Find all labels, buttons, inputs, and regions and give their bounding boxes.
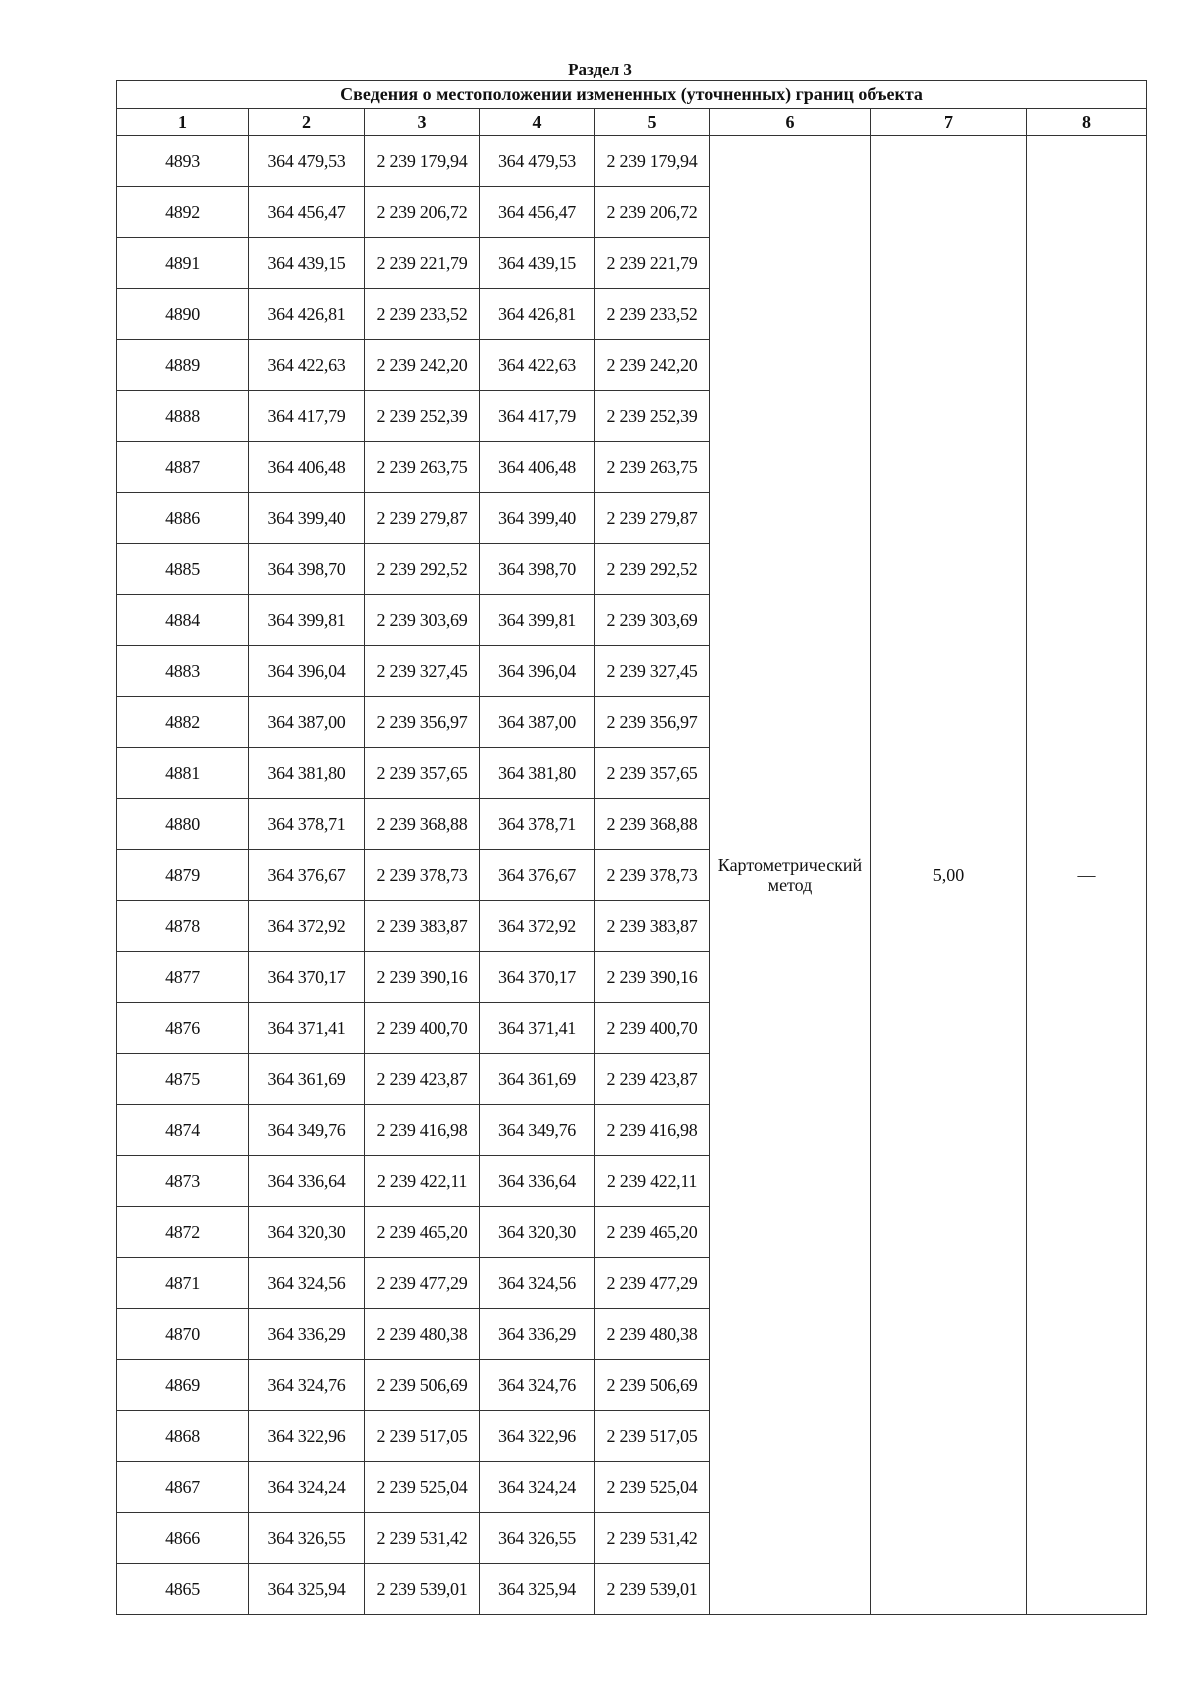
coordinate-cell: 2 239 477,29	[365, 1258, 480, 1309]
coordinate-cell: 2 239 416,98	[365, 1105, 480, 1156]
coordinate-cell: 2 239 206,72	[595, 187, 710, 238]
coordinate-cell: 2 239 356,97	[595, 697, 710, 748]
method-cell: Картометрический метод	[710, 136, 871, 1615]
point-number-cell: 4875	[117, 1054, 249, 1105]
coordinate-cell: 364 324,76	[249, 1360, 365, 1411]
coordinate-cell: 2 239 221,79	[595, 238, 710, 289]
coordinate-cell: 364 396,04	[480, 646, 595, 697]
column-number: 2	[249, 109, 365, 136]
coordinate-cell: 364 479,53	[480, 136, 595, 187]
coordinate-cell: 364 376,67	[249, 850, 365, 901]
coordinate-cell: 2 239 517,05	[595, 1411, 710, 1462]
coordinate-cell: 364 326,55	[249, 1513, 365, 1564]
coordinate-cell: 364 322,96	[249, 1411, 365, 1462]
coordinate-cell: 2 239 400,70	[595, 1003, 710, 1054]
point-number-cell: 4866	[117, 1513, 249, 1564]
coordinate-cell: 364 324,56	[249, 1258, 365, 1309]
point-number-cell: 4885	[117, 544, 249, 595]
accuracy-cell: 5,00	[871, 136, 1027, 1615]
point-number-cell: 4867	[117, 1462, 249, 1513]
coordinate-cell: 2 239 390,16	[365, 952, 480, 1003]
coordinate-cell: 2 239 531,42	[595, 1513, 710, 1564]
coordinate-cell: 364 376,67	[480, 850, 595, 901]
column-number: 4	[480, 109, 595, 136]
point-number-cell: 4876	[117, 1003, 249, 1054]
coordinate-cell: 364 370,17	[249, 952, 365, 1003]
coordinate-cell: 2 239 292,52	[595, 544, 710, 595]
coordinate-cell: 364 439,15	[480, 238, 595, 289]
coordinate-cell: 364 324,76	[480, 1360, 595, 1411]
coordinate-cell: 364 399,81	[480, 595, 595, 646]
coordinate-cell: 364 336,29	[249, 1309, 365, 1360]
coordinate-cell: 2 239 525,04	[595, 1462, 710, 1513]
column-number: 8	[1027, 109, 1147, 136]
column-number: 5	[595, 109, 710, 136]
coordinate-cell: 2 239 525,04	[365, 1462, 480, 1513]
point-number-cell: 4888	[117, 391, 249, 442]
point-number-cell: 4871	[117, 1258, 249, 1309]
coordinate-cell: 2 239 279,87	[365, 493, 480, 544]
point-number-cell: 4873	[117, 1156, 249, 1207]
coordinate-cell: 364 370,17	[480, 952, 595, 1003]
coordinate-cell: 2 239 327,45	[365, 646, 480, 697]
point-number-cell: 4887	[117, 442, 249, 493]
point-number-cell: 4872	[117, 1207, 249, 1258]
point-number-cell: 4884	[117, 595, 249, 646]
coordinate-cell: 364 398,70	[480, 544, 595, 595]
coordinate-cell: 2 239 506,69	[595, 1360, 710, 1411]
point-number-cell: 4869	[117, 1360, 249, 1411]
coordinate-cell: 2 239 383,87	[365, 901, 480, 952]
coordinate-cell: 364 398,70	[249, 544, 365, 595]
section-title: Раздел 3	[568, 60, 632, 79]
coordinate-cell: 364 324,24	[249, 1462, 365, 1513]
point-number-cell: 4878	[117, 901, 249, 952]
coordinate-cell: 364 320,30	[480, 1207, 595, 1258]
coordinate-cell: 2 239 357,65	[595, 748, 710, 799]
point-number-cell: 4881	[117, 748, 249, 799]
point-number-cell: 4892	[117, 187, 249, 238]
coordinate-cell: 2 239 279,87	[595, 493, 710, 544]
coordinate-cell: 2 239 423,87	[365, 1054, 480, 1105]
coordinate-cell: 2 239 233,52	[595, 289, 710, 340]
coordinate-cell: 364 371,41	[249, 1003, 365, 1054]
coordinate-cell: 364 417,79	[480, 391, 595, 442]
coordinate-cell: 2 239 252,39	[365, 391, 480, 442]
point-number-cell: 4882	[117, 697, 249, 748]
coordinate-cell: 364 387,00	[480, 697, 595, 748]
coordinate-cell: 364 324,24	[480, 1462, 595, 1513]
coordinate-cell: 364 417,79	[249, 391, 365, 442]
coordinate-cell: 364 406,48	[249, 442, 365, 493]
coordinate-cell: 364 325,94	[249, 1564, 365, 1615]
coordinate-cell: 2 239 368,88	[595, 799, 710, 850]
table-row	[117, 136, 1147, 187]
coordinate-cell: 2 239 423,87	[595, 1054, 710, 1105]
coordinate-cell: 364 399,40	[480, 493, 595, 544]
coordinate-cell: 2 239 179,94	[365, 136, 480, 187]
coordinate-cell: 364 479,53	[249, 136, 365, 187]
coordinate-cell: 2 239 356,97	[365, 697, 480, 748]
coordinate-cell: 364 322,96	[480, 1411, 595, 1462]
coordinate-cell: 364 326,55	[480, 1513, 595, 1564]
point-number-cell: 4879	[117, 850, 249, 901]
coordinate-cell: 364 336,29	[480, 1309, 595, 1360]
point-number-cell: 4880	[117, 799, 249, 850]
coordinate-cell: 364 439,15	[249, 238, 365, 289]
coordinate-cell: 364 372,92	[249, 901, 365, 952]
coordinate-cell: 2 239 252,39	[595, 391, 710, 442]
coordinate-cell: 364 324,56	[480, 1258, 595, 1309]
coordinate-cell: 2 239 539,01	[365, 1564, 480, 1615]
coordinate-cell: 364 396,04	[249, 646, 365, 697]
coordinate-cell: 364 378,71	[480, 799, 595, 850]
point-number-cell: 4889	[117, 340, 249, 391]
coordinate-cell: 364 325,94	[480, 1564, 595, 1615]
description-cell: —	[1027, 136, 1147, 1615]
coordinate-cell: 2 239 531,42	[365, 1513, 480, 1564]
table-caption: Сведения о местоположении измененных (уточненных) границ объекта	[117, 81, 1147, 109]
coordinate-cell: 2 239 368,88	[365, 799, 480, 850]
coordinate-cell: 2 239 263,75	[365, 442, 480, 493]
point-number-cell: 4874	[117, 1105, 249, 1156]
coordinate-cell: 2 239 378,73	[365, 850, 480, 901]
coordinate-cell: 364 336,64	[480, 1156, 595, 1207]
coordinate-cell: 364 372,92	[480, 901, 595, 952]
coordinate-cell: 364 426,81	[249, 289, 365, 340]
point-number-cell: 4865	[117, 1564, 249, 1615]
coordinate-cell: 2 239 242,20	[365, 340, 480, 391]
coordinate-cell: 364 349,76	[249, 1105, 365, 1156]
coordinate-cell: 2 239 303,69	[365, 595, 480, 646]
coordinate-cell: 2 239 390,16	[595, 952, 710, 1003]
coordinate-cell: 364 361,69	[480, 1054, 595, 1105]
coordinate-cell: 2 239 480,38	[595, 1309, 710, 1360]
coordinate-cell: 2 239 206,72	[365, 187, 480, 238]
coordinate-cell: 2 239 378,73	[595, 850, 710, 901]
coordinate-cell: 2 239 477,29	[595, 1258, 710, 1309]
coordinate-cell: 364 456,47	[249, 187, 365, 238]
coordinate-cell: 2 239 506,69	[365, 1360, 480, 1411]
column-number: 6	[710, 109, 871, 136]
coordinate-cell: 364 387,00	[249, 697, 365, 748]
coordinate-cell: 2 239 422,11	[365, 1156, 480, 1207]
coordinate-cell: 2 239 292,52	[365, 544, 480, 595]
point-number-cell: 4883	[117, 646, 249, 697]
coordinate-cell: 2 239 179,94	[595, 136, 710, 187]
coordinate-cell: 2 239 416,98	[595, 1105, 710, 1156]
coordinate-cell: 364 381,80	[249, 748, 365, 799]
coordinate-cell: 2 239 221,79	[365, 238, 480, 289]
column-number-row	[117, 109, 1147, 136]
coordinate-cell: 364 381,80	[480, 748, 595, 799]
coordinate-cell: 364 406,48	[480, 442, 595, 493]
point-number-cell: 4886	[117, 493, 249, 544]
coordinate-cell: 2 239 303,69	[595, 595, 710, 646]
coordinate-cell: 2 239 233,52	[365, 289, 480, 340]
point-number-cell: 4890	[117, 289, 249, 340]
coordinate-cell: 364 426,81	[480, 289, 595, 340]
coordinate-cell: 364 422,63	[480, 340, 595, 391]
coordinate-cell: 364 399,40	[249, 493, 365, 544]
point-number-cell: 4868	[117, 1411, 249, 1462]
coordinate-cell: 364 399,81	[249, 595, 365, 646]
coordinate-cell: 2 239 242,20	[595, 340, 710, 391]
boundary-coordinates-table	[116, 80, 1147, 1615]
coordinate-cell: 2 239 400,70	[365, 1003, 480, 1054]
coordinate-cell: 2 239 263,75	[595, 442, 710, 493]
coordinate-cell: 364 320,30	[249, 1207, 365, 1258]
coordinate-cell: 364 422,63	[249, 340, 365, 391]
coordinate-cell: 2 239 422,11	[595, 1156, 710, 1207]
coordinate-cell: 364 371,41	[480, 1003, 595, 1054]
coordinate-cell: 2 239 357,65	[365, 748, 480, 799]
column-number: 3	[365, 109, 480, 136]
column-number: 1	[117, 109, 249, 136]
coordinate-cell: 364 349,76	[480, 1105, 595, 1156]
point-number-cell: 4891	[117, 238, 249, 289]
coordinate-cell: 2 239 539,01	[595, 1564, 710, 1615]
point-number-cell: 4870	[117, 1309, 249, 1360]
coordinate-cell: 2 239 327,45	[595, 646, 710, 697]
coordinate-cell: 364 361,69	[249, 1054, 365, 1105]
coordinate-cell: 2 239 465,20	[365, 1207, 480, 1258]
point-number-cell: 4893	[117, 136, 249, 187]
coordinate-cell: 364 336,64	[249, 1156, 365, 1207]
coordinate-cell: 2 239 480,38	[365, 1309, 480, 1360]
coordinate-cell: 2 239 465,20	[595, 1207, 710, 1258]
coordinate-cell: 364 378,71	[249, 799, 365, 850]
point-number-cell: 4877	[117, 952, 249, 1003]
coordinate-cell: 2 239 517,05	[365, 1411, 480, 1462]
coordinate-cell: 364 456,47	[480, 187, 595, 238]
coordinate-cell: 2 239 383,87	[595, 901, 710, 952]
column-number: 7	[871, 109, 1027, 136]
